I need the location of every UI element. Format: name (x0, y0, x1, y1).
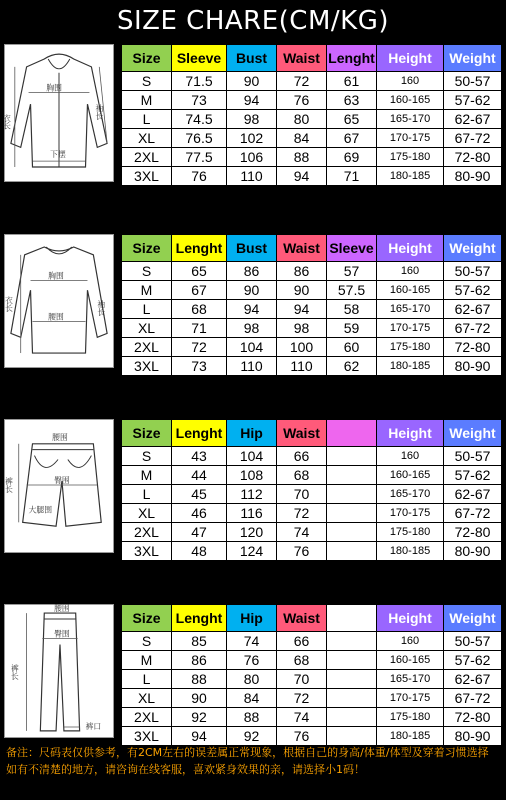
table-cell: 76 (277, 542, 327, 561)
table-cell: 76 (277, 91, 327, 110)
table-cell (327, 523, 377, 542)
table-cell: 90 (277, 281, 327, 300)
table-cell: 71 (327, 167, 377, 186)
garment-label: 腰围 (52, 432, 68, 442)
header-cell: Sleeve (172, 45, 227, 72)
table-cell: 180-185 (377, 357, 444, 376)
table-cell: 90 (227, 72, 277, 91)
table-cell (327, 651, 377, 670)
table-cell: M (122, 91, 172, 110)
table-cell: 57-62 (444, 91, 502, 110)
table-cell: 68 (277, 651, 327, 670)
table-row (122, 689, 502, 708)
table-cell: 2XL (122, 338, 172, 357)
table-cell: 170-175 (377, 129, 444, 148)
table-cell: 67 (327, 129, 377, 148)
table-cell: 180-185 (377, 542, 444, 561)
table-cell: 80-90 (444, 542, 502, 561)
table-cell: 76 (172, 167, 227, 186)
table-header-row (122, 235, 502, 262)
table-cell: S (122, 447, 172, 466)
table-row (122, 129, 502, 148)
table-cell: 72 (277, 504, 327, 523)
table-cell (327, 447, 377, 466)
table-cell: XL (122, 689, 172, 708)
table-cell: 71 (172, 319, 227, 338)
table-cell: 94 (277, 167, 327, 186)
table-cell: 74 (227, 632, 277, 651)
header-cell: Waist (277, 45, 327, 72)
header-cell: Lenght (172, 420, 227, 447)
table-cell (327, 670, 377, 689)
table-cell: 70 (277, 485, 327, 504)
table-cell: 160-165 (377, 466, 444, 485)
table-cell: 50-57 (444, 72, 502, 91)
table-cell: 86 (277, 262, 327, 281)
table-cell: 110 (227, 357, 277, 376)
table-row (122, 357, 502, 376)
table-cell: 160-165 (377, 651, 444, 670)
table-cell: 58 (327, 300, 377, 319)
table-cell: 160-165 (377, 91, 444, 110)
table-cell (327, 504, 377, 523)
garment-label: 袖长 (94, 104, 104, 120)
header-cell: Lenght (172, 235, 227, 262)
table-row (122, 504, 502, 523)
header-cell: Size (122, 235, 172, 262)
table-cell: 2XL (122, 523, 172, 542)
header-cell (327, 605, 377, 632)
table-row (122, 110, 502, 129)
table-cell: 76.5 (172, 129, 227, 148)
table-cell: 46 (172, 504, 227, 523)
table-cell: 60 (327, 338, 377, 357)
table-cell: 88 (172, 670, 227, 689)
table-cell: 67-72 (444, 319, 502, 338)
table-cell: 88 (277, 148, 327, 167)
size-section-pants (4, 604, 502, 744)
table-row (122, 708, 502, 727)
table-row (122, 319, 502, 338)
table-cell (327, 727, 377, 746)
table-header-row (122, 45, 502, 72)
size-section-sweater (4, 234, 502, 374)
table-cell: M (122, 281, 172, 300)
note-line: 如有不清楚的地方，请咨询在线客服，喜欢紧身效果的亲，请选择小1码！ (6, 763, 365, 776)
table-cell: 124 (227, 542, 277, 561)
garment-label: 臀围 (54, 476, 70, 486)
table-cell: 67-72 (444, 129, 502, 148)
table-cell: 160 (377, 262, 444, 281)
table-cell: 108 (227, 466, 277, 485)
table-cell: 88 (227, 708, 277, 727)
table-cell: 69 (327, 148, 377, 167)
table-cell: 92 (227, 727, 277, 746)
size-table-hoodie (121, 44, 502, 186)
page-title: SIZE CHARE(CM/KG) (117, 6, 389, 36)
header-cell: Waist (277, 235, 327, 262)
table-cell: 43 (172, 447, 227, 466)
table-cell: 112 (227, 485, 277, 504)
table-cell: 62-67 (444, 485, 502, 504)
table-cell: 50-57 (444, 632, 502, 651)
table-cell: L (122, 110, 172, 129)
table-cell: 98 (227, 319, 277, 338)
table-cell: L (122, 300, 172, 319)
table-cell: 66 (277, 447, 327, 466)
table-cell: L (122, 670, 172, 689)
header-cell: Size (122, 45, 172, 72)
garment-label: 胸围 (46, 83, 62, 93)
table-cell: 110 (227, 167, 277, 186)
table-cell: L (122, 485, 172, 504)
table-cell: 92 (172, 708, 227, 727)
header-cell: Height (377, 45, 444, 72)
table-cell: 57-62 (444, 281, 502, 300)
header-cell (327, 420, 377, 447)
sweater-diagram (4, 234, 114, 368)
table-cell: 160-165 (377, 281, 444, 300)
table-cell: 94 (227, 91, 277, 110)
header-cell: Weight (444, 235, 502, 262)
table-cell: 86 (227, 262, 277, 281)
header-cell: Lenght (172, 605, 227, 632)
table-cell: 57.5 (327, 281, 377, 300)
table-row (122, 338, 502, 357)
table-cell: 116 (227, 504, 277, 523)
header-cell: Height (377, 235, 444, 262)
table-cell: M (122, 651, 172, 670)
table-cell: S (122, 72, 172, 91)
table-cell: 3XL (122, 357, 172, 376)
table-cell: 104 (227, 338, 277, 357)
table-cell: S (122, 632, 172, 651)
table-cell: 98 (227, 110, 277, 129)
table-cell: 57-62 (444, 651, 502, 670)
table-cell: 65 (172, 262, 227, 281)
table-header-row (122, 605, 502, 632)
table-cell: 106 (227, 148, 277, 167)
table-cell: 98 (277, 319, 327, 338)
table-cell: 165-170 (377, 300, 444, 319)
header-cell: Height (377, 420, 444, 447)
table-cell: 94 (227, 300, 277, 319)
table-cell: 62 (327, 357, 377, 376)
table-cell: 50-57 (444, 262, 502, 281)
header-cell: Weight (444, 45, 502, 72)
table-cell: 90 (172, 689, 227, 708)
header-cell: Waist (277, 420, 327, 447)
table-cell: 72-80 (444, 148, 502, 167)
garment-label: 臀围 (54, 629, 70, 639)
table-cell: 74.5 (172, 110, 227, 129)
table-cell: 175-180 (377, 148, 444, 167)
note-line: 备注：尺码表仅供参考，有2CM左右的误差属正常现象，根据自己的身高/体重/体型及穿着习惯选择 (6, 746, 489, 759)
table-cell: 62-67 (444, 300, 502, 319)
size-table-pants (121, 604, 502, 746)
table-row (122, 485, 502, 504)
table-row (122, 72, 502, 91)
header-cell: Size (122, 605, 172, 632)
table-cell: 3XL (122, 727, 172, 746)
hoodie-diagram (4, 44, 114, 182)
table-cell: 65 (327, 110, 377, 129)
table-cell: 165-170 (377, 110, 444, 129)
table-cell (327, 485, 377, 504)
table-cell: 50-57 (444, 447, 502, 466)
table-cell: 72 (172, 338, 227, 357)
table-header-row (122, 420, 502, 447)
header-cell: Weight (444, 605, 502, 632)
table-cell: 66 (277, 632, 327, 651)
table-cell: 180-185 (377, 727, 444, 746)
table-cell: 170-175 (377, 689, 444, 708)
header-cell: Sleeve (327, 235, 377, 262)
table-cell: 72-80 (444, 338, 502, 357)
table-row (122, 670, 502, 689)
table-cell: 72 (277, 689, 327, 708)
table-cell: 71.5 (172, 72, 227, 91)
table-cell: 44 (172, 466, 227, 485)
header-cell: Weight (444, 420, 502, 447)
header-cell: Hip (227, 420, 277, 447)
table-cell: 80-90 (444, 357, 502, 376)
table-cell: M (122, 466, 172, 485)
table-cell: 67 (172, 281, 227, 300)
table-cell: 74 (277, 523, 327, 542)
table-cell (327, 708, 377, 727)
table-row (122, 300, 502, 319)
table-cell: 104 (227, 447, 277, 466)
table-cell: 59 (327, 319, 377, 338)
table-cell: 67-72 (444, 689, 502, 708)
garment-label: 大腿围 (28, 505, 53, 515)
header-cell: Height (377, 605, 444, 632)
table-cell: 2XL (122, 148, 172, 167)
table-cell: 160 (377, 632, 444, 651)
table-cell: 3XL (122, 167, 172, 186)
table-cell: 80-90 (444, 727, 502, 746)
table-row (122, 262, 502, 281)
table-cell: S (122, 262, 172, 281)
table-cell: 120 (227, 523, 277, 542)
table-row (122, 727, 502, 746)
size-section-hoodie (4, 44, 502, 184)
table-cell: 77.5 (172, 148, 227, 167)
table-cell (327, 542, 377, 561)
size-table-shorts (121, 419, 502, 561)
table-cell: 80 (227, 670, 277, 689)
garment-label: 衣长 (4, 296, 14, 312)
size-table-sweater (121, 234, 502, 376)
table-cell: 48 (172, 542, 227, 561)
table-cell (327, 689, 377, 708)
table-cell: 165-170 (377, 670, 444, 689)
table-cell: 57-62 (444, 466, 502, 485)
table-cell: 160 (377, 72, 444, 91)
table-row (122, 523, 502, 542)
table-cell: 90 (227, 281, 277, 300)
table-cell: 175-180 (377, 523, 444, 542)
table-row (122, 542, 502, 561)
table-cell: 170-175 (377, 319, 444, 338)
table-row (122, 466, 502, 485)
table-cell: 45 (172, 485, 227, 504)
table-cell: 70 (277, 670, 327, 689)
table-cell: 165-170 (377, 485, 444, 504)
table-cell: 175-180 (377, 338, 444, 357)
table-cell: 3XL (122, 542, 172, 561)
table-cell (327, 466, 377, 485)
table-cell: 76 (277, 727, 327, 746)
table-cell: 72-80 (444, 708, 502, 727)
table-row (122, 91, 502, 110)
header-cell: Size (122, 420, 172, 447)
table-cell: 84 (277, 129, 327, 148)
table-cell: 73 (172, 357, 227, 376)
table-cell: 62-67 (444, 670, 502, 689)
table-cell: 85 (172, 632, 227, 651)
shorts-diagram (4, 419, 114, 553)
table-cell: XL (122, 319, 172, 338)
header-cell: Lenght (327, 45, 377, 72)
pants-diagram (4, 604, 114, 738)
garment-label: 腰围 (48, 312, 64, 322)
table-cell: 47 (172, 523, 227, 542)
table-cell: 160 (377, 447, 444, 466)
table-row (122, 632, 502, 651)
table-cell: 80-90 (444, 167, 502, 186)
garment-label: 衣长 (2, 113, 12, 130)
table-cell: 73 (172, 91, 227, 110)
table-cell: 68 (172, 300, 227, 319)
table-cell: 86 (172, 651, 227, 670)
table-cell: 2XL (122, 708, 172, 727)
table-cell: 72 (277, 72, 327, 91)
table-cell: XL (122, 504, 172, 523)
table-cell: 57 (327, 262, 377, 281)
garment-label: 胸围 (48, 271, 64, 281)
table-row (122, 447, 502, 466)
table-cell: 180-185 (377, 167, 444, 186)
table-cell: 170-175 (377, 504, 444, 523)
table-cell: 72-80 (444, 523, 502, 542)
table-cell: 94 (172, 727, 227, 746)
garment-label: 裤长 (4, 477, 14, 493)
table-cell: 63 (327, 91, 377, 110)
header-cell: Bust (227, 235, 277, 262)
table-cell: 175-180 (377, 708, 444, 727)
garment-label: 裤口 (85, 721, 102, 731)
table-cell: 80 (277, 110, 327, 129)
table-cell: 110 (277, 357, 327, 376)
header-cell: Bust (227, 45, 277, 72)
table-row (122, 148, 502, 167)
garment-label: 腰围 (54, 604, 70, 614)
garment-label: 裤长 (10, 664, 20, 680)
garment-label: 下摆 (50, 150, 66, 160)
size-note (6, 744, 502, 778)
table-cell: 61 (327, 72, 377, 91)
table-row (122, 281, 502, 300)
table-row (122, 651, 502, 670)
header-cell: Waist (277, 605, 327, 632)
size-section-shorts (4, 419, 502, 559)
table-cell: 84 (227, 689, 277, 708)
garment-label: 袖长 (96, 300, 106, 316)
table-cell: 76 (227, 651, 277, 670)
table-row (122, 167, 502, 186)
table-cell: 100 (277, 338, 327, 357)
table-cell: XL (122, 129, 172, 148)
table-cell: 94 (277, 300, 327, 319)
table-cell: 67-72 (444, 504, 502, 523)
header-cell: Hip (227, 605, 277, 632)
table-cell (327, 632, 377, 651)
table-cell: 62-67 (444, 110, 502, 129)
table-cell: 102 (227, 129, 277, 148)
table-cell: 74 (277, 708, 327, 727)
table-cell: 68 (277, 466, 327, 485)
